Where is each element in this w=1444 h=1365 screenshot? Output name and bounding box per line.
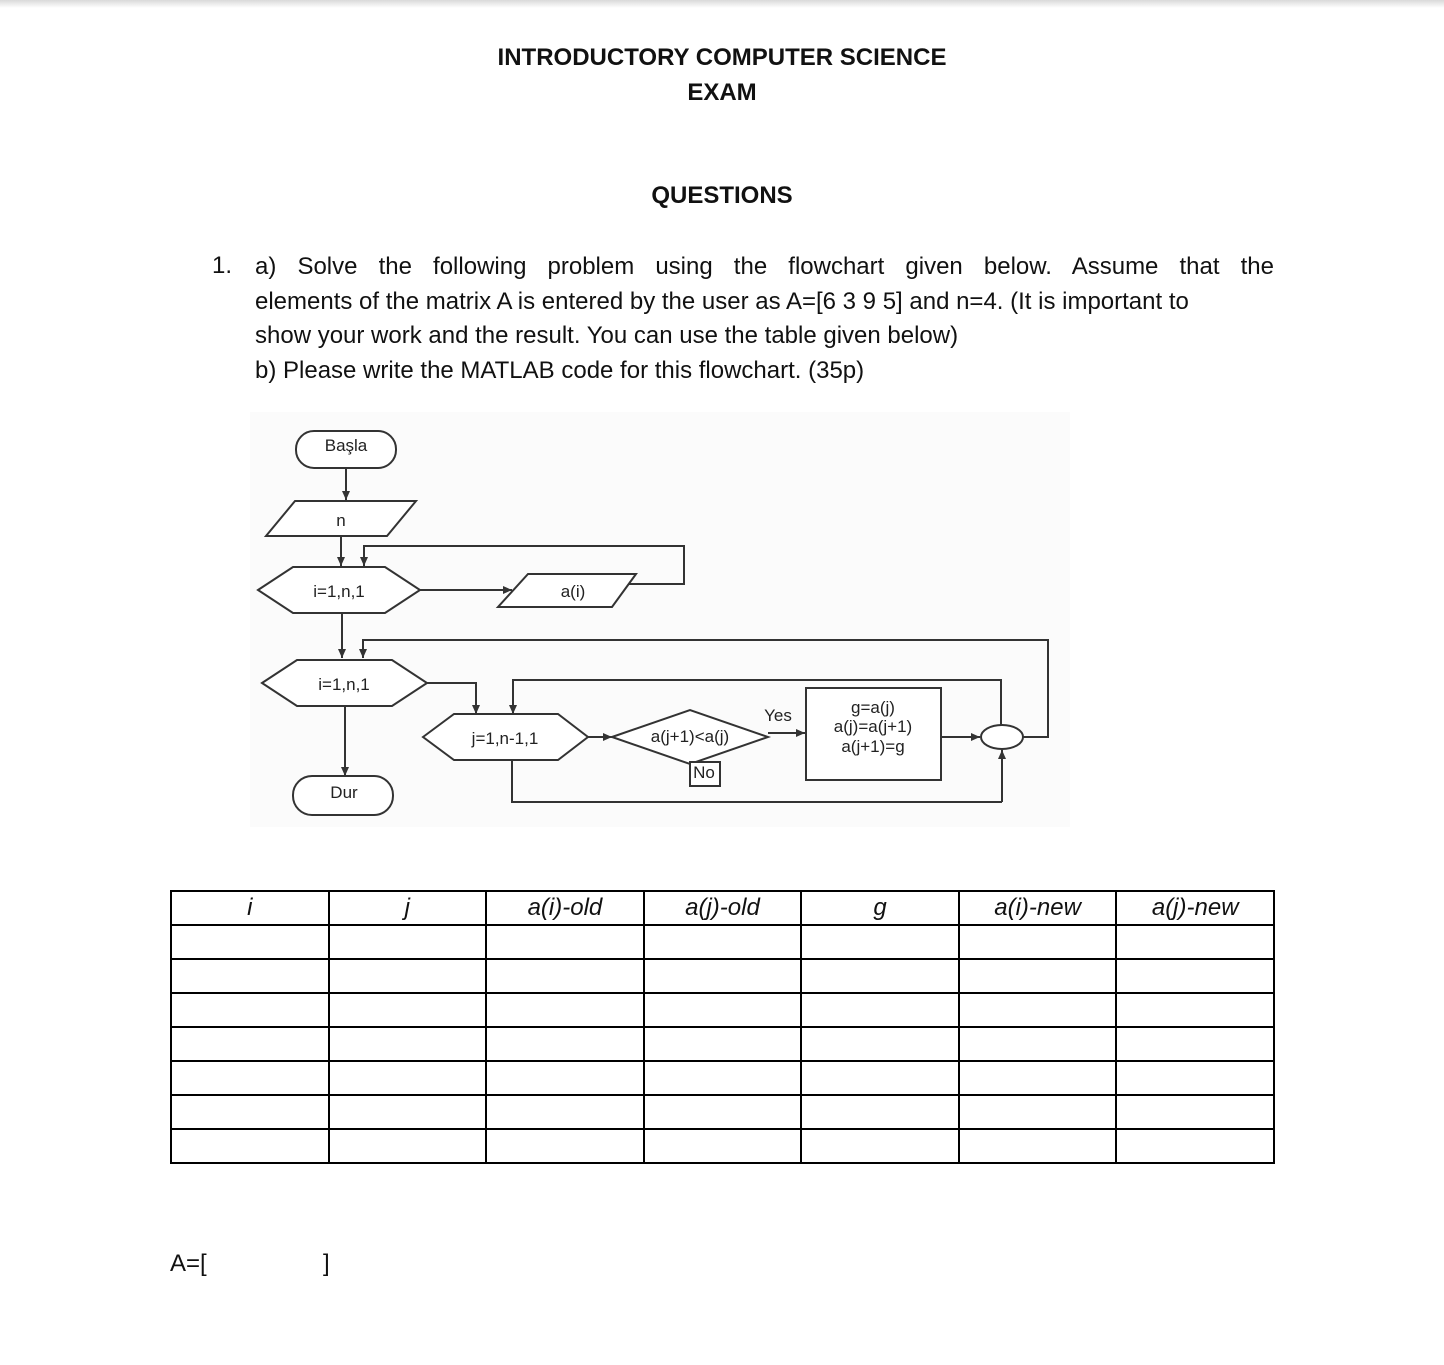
table-cell[interactable] (644, 959, 802, 993)
header-g: g (801, 891, 959, 925)
stop-label: Dur (330, 783, 358, 802)
table-row (171, 959, 1274, 993)
question-text (255, 250, 1274, 388)
table-cell[interactable] (329, 993, 487, 1027)
table-cell[interactable] (644, 1129, 802, 1163)
table-row (171, 993, 1274, 1027)
table-row (171, 925, 1274, 959)
table-cell[interactable] (1116, 1095, 1274, 1129)
table-cell[interactable] (959, 993, 1117, 1027)
table-cell[interactable] (486, 1061, 644, 1095)
table-cell[interactable] (1116, 925, 1274, 959)
table-cell[interactable] (171, 993, 329, 1027)
table-cell[interactable] (959, 1027, 1117, 1061)
table-cell[interactable] (959, 1095, 1117, 1129)
header-aj-old: a(j)-old (644, 891, 802, 925)
table-cell[interactable] (959, 1129, 1117, 1163)
loop1-label: i=1,n,1 (313, 582, 365, 601)
exam-subtitle: EXAM (687, 79, 757, 106)
table-cell[interactable] (171, 959, 329, 993)
exam-title: INTRODUCTORY COMPUTER SCIENCE (497, 44, 947, 71)
swap-line-3: a(j+1)=g (841, 737, 905, 756)
table-row (171, 1095, 1274, 1129)
header-ai-new: a(i)-new (959, 891, 1117, 925)
table-body (171, 925, 1274, 1163)
table-cell[interactable] (486, 1129, 644, 1163)
table-row (171, 1129, 1274, 1163)
header-aj-new: a(j)-new (1116, 891, 1274, 925)
table-cell[interactable] (171, 1061, 329, 1095)
table-cell[interactable] (329, 925, 487, 959)
question-line: b) Please write the MATLAB code for this flowchart. (35p) (255, 356, 865, 384)
table-cell[interactable] (644, 993, 802, 1027)
question-line: a) Solve the following problem using the flowchart given below. Assume that the (255, 253, 1274, 280)
table-cell[interactable] (959, 959, 1117, 993)
table-cell[interactable] (1116, 959, 1274, 993)
swap-line-1: g=a(j) (851, 698, 895, 717)
table-cell[interactable] (801, 925, 959, 959)
header-j: j (329, 891, 487, 925)
answer-close-bracket: ] (323, 1250, 330, 1277)
table-cell[interactable] (486, 925, 644, 959)
header-ai-old: a(i)-old (486, 891, 644, 925)
table-cell[interactable] (329, 1061, 487, 1095)
table-cell[interactable] (801, 1129, 959, 1163)
table-cell[interactable] (801, 1061, 959, 1095)
input-a-label: a(i) (560, 582, 586, 601)
question-number: 1. (212, 252, 233, 279)
table-cell[interactable] (171, 1129, 329, 1163)
header-i: i (171, 891, 329, 925)
table-cell[interactable] (486, 959, 644, 993)
flowchart (250, 412, 1070, 827)
swap-line-2: a(j)=a(j+1) (833, 717, 913, 736)
table-cell[interactable] (329, 1027, 487, 1061)
table-cell[interactable] (486, 993, 644, 1027)
table-cell[interactable] (644, 1095, 802, 1129)
table-cell[interactable] (1116, 1129, 1274, 1163)
answer-open-bracket: A=[ (170, 1250, 207, 1277)
start-label: Başla (324, 436, 368, 455)
table-cell[interactable] (329, 1095, 487, 1129)
yes-label: Yes (764, 706, 792, 725)
table-cell[interactable] (1116, 1027, 1274, 1061)
table-cell[interactable] (644, 1061, 802, 1095)
input-n-label: n (336, 511, 346, 530)
loop2-label: i=1,n,1 (318, 675, 370, 694)
table-row (171, 1061, 1274, 1095)
table-cell[interactable] (486, 1027, 644, 1061)
table-cell[interactable] (644, 925, 802, 959)
table-cell[interactable] (171, 1095, 329, 1129)
table-cell[interactable] (801, 993, 959, 1027)
connector-circle (981, 725, 1023, 749)
table-cell[interactable] (801, 1027, 959, 1061)
question-line: elements of the matrix A is entered by the user as A=[6 3 9 5] and n=4. (It is important to (255, 287, 1189, 315)
flowchart-background (250, 412, 1070, 827)
loop3-label: j=1,n-1,1 (471, 729, 539, 748)
table-cell[interactable] (1116, 1061, 1274, 1095)
table-cell[interactable] (171, 925, 329, 959)
table-cell[interactable] (801, 1095, 959, 1129)
table-cell[interactable] (801, 959, 959, 993)
table-cell[interactable] (171, 1027, 329, 1061)
table-cell[interactable] (329, 1129, 487, 1163)
table-row (171, 1027, 1274, 1061)
work-table (170, 890, 1275, 1164)
no-label: No (693, 763, 715, 782)
table-cell[interactable] (486, 1095, 644, 1129)
table-cell[interactable] (644, 1027, 802, 1061)
page-top-shadow (0, 0, 1444, 8)
table-cell[interactable] (959, 1061, 1117, 1095)
table-header-row (171, 891, 1274, 925)
table-cell[interactable] (329, 959, 487, 993)
decision-label: a(j+1)<a(j) (650, 727, 730, 746)
question-line: show your work and the result. You can use the table given below) (255, 322, 959, 349)
section-heading: QUESTIONS (651, 182, 793, 209)
table-cell[interactable] (1116, 993, 1274, 1027)
table-cell[interactable] (959, 925, 1117, 959)
